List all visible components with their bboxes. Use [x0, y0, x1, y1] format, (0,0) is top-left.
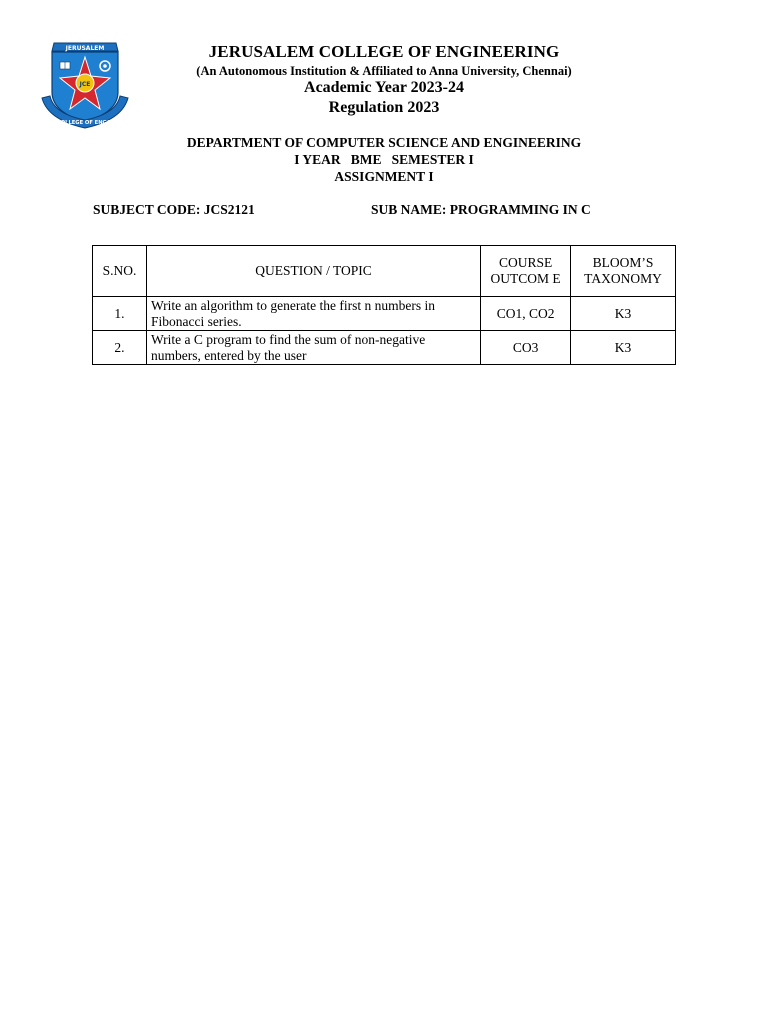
row-blooms: K3 — [571, 297, 676, 331]
year-semester: I YEAR BME SEMESTER I — [294, 152, 474, 167]
logo-top-text: JERUSALEM — [65, 45, 105, 52]
subject-code: SUBJECT CODE: JCS2121 — [93, 202, 255, 217]
row-sno: 2. — [93, 331, 147, 365]
subject-name: SUB NAME: PROGRAMMING IN C — [371, 202, 591, 217]
academic-year: Academic Year 2023-24 — [304, 79, 464, 96]
header-question: QUESTION / TOPIC — [146, 246, 480, 297]
header-blooms-taxonomy: BLOOM’S TAXONOMY — [571, 246, 676, 297]
row-question: Write a C program to find the sum of non-negative numbers, entered by the user — [146, 331, 480, 365]
row-sno: 1. — [93, 297, 147, 331]
college-subtitle: (An Autonomous Institution & Affiliated to Anna University, Chennai) — [196, 64, 572, 78]
row-question: Write an algorithm to generate the first n numbers in Fibonacci series. — [146, 297, 480, 331]
college-name: JERUSALEM COLLEGE OF ENGINEERING — [208, 42, 560, 61]
table-header-row — [93, 246, 676, 297]
logo-bottom-text: COLLEGE OF ENGG. — [56, 120, 114, 126]
department-title: DEPARTMENT OF COMPUTER SCIENCE AND ENGINEERING — [186, 135, 582, 150]
regulation: Regulation 2023 — [328, 99, 440, 116]
row-blooms: K3 — [571, 331, 676, 365]
header-course-outcome: COURSE OUTCOM E — [481, 246, 571, 297]
table-row — [93, 297, 676, 331]
row-course-outcome: CO1, CO2 — [481, 297, 571, 331]
row-course-outcome: CO3 — [481, 331, 571, 365]
assignment-title: ASSIGNMENT I — [334, 169, 434, 184]
header-sno: S.NO. — [93, 246, 147, 297]
table-row — [93, 331, 676, 365]
logo-monogram: JCE — [79, 81, 91, 88]
assignment-table — [92, 245, 676, 365]
